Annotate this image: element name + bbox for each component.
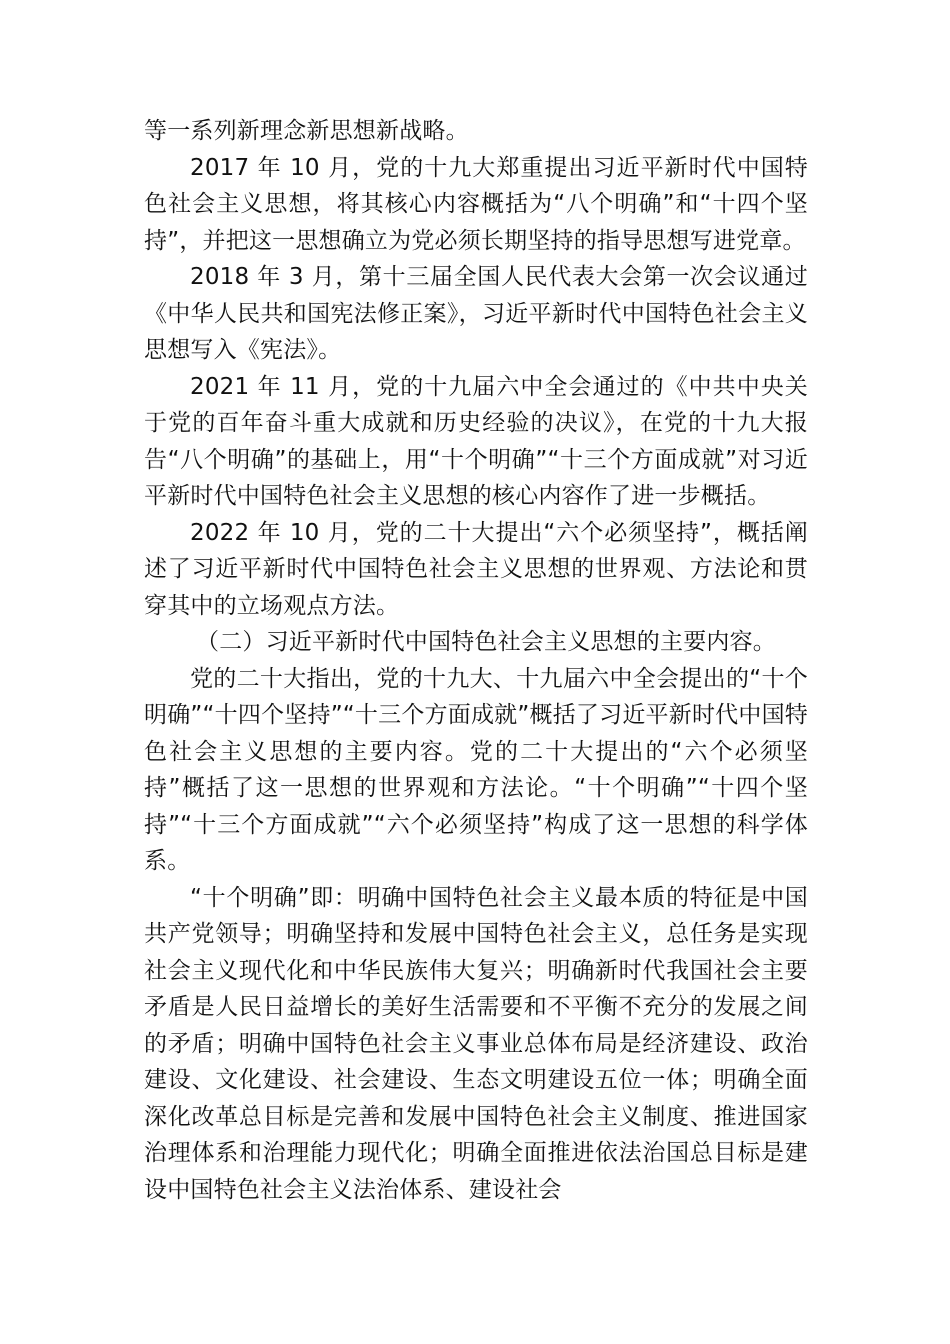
paragraph-2017-congress: 2017 年 10 月，党的十九大郑重提出习近平新时代中国特色社会主义思想，将其核心内容概括为“八个明确”和“十四个坚持”，并把这一思想确立为党必须长期坚持的指导思想写进党章。 <box>144 154 808 254</box>
document-body <box>144 113 808 1208</box>
section-heading: （二）习近平新时代中国特色社会主义思想的主要内容。 <box>196 629 776 655</box>
paragraph-main-content: 党的二十大指出，党的十九大、十九届六中全会提出的“十个明确”“十四个坚持”“十三个方面成就”概括了习近平新时代中国特色社会主义思想的主要内容。党的二十大提出的“六个必须坚持”概括了这一思想的世界观和方法论。“十个明确”“十四个坚持”“十三个方面成就”“六个必须坚持”构成了这一思想的科学体系。 <box>144 665 808 874</box>
paragraph-ten-clarifications: “十个明确”即：明确中国特色社会主义最本质的特征是中国共产党领导；明确坚持和发展中国特色社会主义，总任务是实现社会主义现代化和中华民族伟大复兴；明确新时代我国社会主要矛盾是人民日益增长的美好生活需要和不平衡不充分的发展之间的矛盾；明确中国特色社会主义事业总体布局是经济建设、政治建设、文化建设、社会建设、生态文明建设五位一体；明确全面深化改革总目标是完善和发展中国特色社会主义制度、推进国家治理体系和治理能力现代化；明确全面推进依法治国总目标是建设中国特色社会主义法治体系、建设社会 <box>144 884 808 1203</box>
paragraph-2021-resolution: 2021 年 11 月，党的十九届六中全会通过的《中共中央关于党的百年奋斗重大成就和历史经验的决议》，在党的十九大报告“八个明确”的基础上，用“十个明确”“十三个方面成就”对习近平新时代中国特色社会主义思想的核心内容作了进一步概括。 <box>144 373 808 509</box>
paragraph-2022-congress: 2022 年 10 月，党的二十大提出“六个必须坚持”，概括阐述了习近平新时代中国特色社会主义思想的世界观、方法论和贯穿其中的立场观点方法。 <box>144 519 808 619</box>
paragraph-2018-constitution: 2018 年 3 月，第十三届全国人民代表大会第一次会议通过《中华人民共和国宪法修正案》，习近平新时代中国特色社会主义思想写入《宪法》。 <box>144 264 808 363</box>
paragraph-continuation: 等一系列新理念新思想新战略。 <box>144 118 469 144</box>
